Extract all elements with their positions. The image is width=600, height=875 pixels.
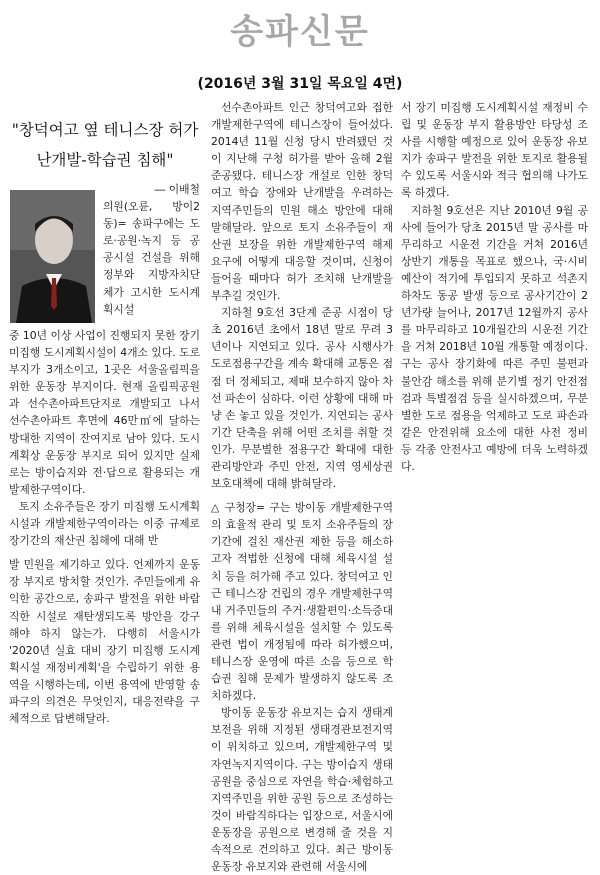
byline: ― 이배철	[154, 183, 200, 196]
paragraph: 선수촌아파트 인근 창덕여고와 접한 개발제한구역에 테니스장이 들어섰다. 2014년 11월 신청 당시 반려됐던 것이 지난해 구청 허가를 받아 올해 2월 준공됐다. 테니스장 개설로 인한 창덕여고 학습 장애와 난개발을 우려하는 지역주민들의 민원 해소 방안에 대해 말해달라. 앞으로 토지 소유주들이 재산권 보장을 위한 개발제한구역 해제 요구에 어떻게 대응할 것이며, 신청이 들어올 때마다 허가 조치해 난개발을 부추길 것인가.	[211, 101, 393, 303]
column-2	[211, 99, 393, 875]
portrait-image	[10, 190, 95, 323]
column-3	[401, 99, 588, 475]
paragraph: 방이동 운동장 유보지는 습지 생태계 보전을 위해 지정된 생태경관보전지역이 위치하고 있으며, 개발제한구역 및 자연녹지지역이다. 구는 방이습지 생태공원을 중심으로 자연을 학습·체험하고 지역주민을 위한 공원 등으로 조성하는 것이 바람직하다는 입장으로, 서울시에 운동장을 공원으로 변경해 줄 것을 지속적으로 건의하고 있다. 최근 방이동 운동장 유보지와 관련해 서울시에	[211, 706, 393, 874]
column-1	[9, 327, 200, 727]
issue-date-line: (2016년 3월 31일 목요일 4면)	[197, 76, 403, 92]
headline-line-1: "창덕여고 옆 테니스장 허가	[11, 121, 199, 139]
mayor-answer-paragraph: △ 구청장= 구는 방이동 개발제한구역의 효율적 관리 및 토지 소유주들의 장기간에 걸친 재산권 제한 등을 해소하고자 적법한 신청에 대해 체육시설 설치 등을 허가해 주고 있다. 창덕여고 인근 테니스장 건립의 경우 개발제한구역 내 거주민들의 주거·생활편익·소득증대를 위해 체육시설을 설치할 수 있도록 관련 법이 개정됨에 따라 허가했으며, 테니스장 운영에 따른 소음 등으로 학습권 침해 문제가 발생하지 않도록 조치하겠다.	[211, 501, 393, 703]
paragraph: 발 민원을 제기하고 있다. 언제까지 운동장 부지로 방치할 것인가. 주민들에게 유익한 공간으로, 송파구 발전을 위한 바람직한 시설로 재탄생되도록 방안을 강구해야 하지 않는가. 다행히 서울시가 '2020년 실효 대비 장기 미집행 도시계획시설 재정비계획'을 수립하기 위한 용역을 시행하는데, 이번 용역에 반영할 송파구의 의견은 무엇인지, 대응전략을 구체적으로 답변해달라.	[9, 558, 200, 726]
paragraph: 의원(오륜, 방이2동)= 송파구에는 도로·공원·녹지 등 공공시설 건설을 위해 정부와 지방자치단체가 고시한 도시계획시설	[103, 200, 200, 316]
byline-block	[103, 181, 200, 318]
paragraph: 중 10년 이상 사업이 진행되지 못한 장기 미집행 도시계획시설이 4개소 있다. 도로부지가 3개소이고, 1곳은 서울올림픽을 위한 운동장 부지이다. 현재 올림픽공원과 선수촌아파트단지로 개발되고 나서 선수촌아파트 후면에 46만㎡에 달하는 방대한 지역이 잔여지로 남아 있다. 도시계획상 운동장 부지로 되어 있지만 실제로는 방이습지와 전·답으로 활용되는 개발제한구역이다.	[9, 329, 200, 496]
councilor-photo	[10, 190, 95, 323]
headline-line-2: 난개발-학습권 침해"	[36, 151, 174, 169]
newspaper-masthead: 송파신문	[230, 12, 370, 52]
paragraph: 지하철 9호선 3단계 준공 시점이 당초 2016년 초에서 18년 말로 무려 3년이나 지연되고 있다. 공사 시행사가 도로점용구간을 계속 확대해 교통은 점점 더 정체되고, 제때 보수하지 않아 차선 파손이 심하다. 이런 상황에 대해 마냥 손 놓고 있을 것인가. 지연되는 공사기간 단축을 위해 어떤 조치를 취할 것인가. 무분별한 점용구간 확대에 대한 관리방안과 주민 안전, 지역 영세상권 보호대책에 대해 밝혀달라.	[211, 306, 393, 491]
paragraph: 지하철 9호선은 지난 2010년 9월 공사에 들어가 당초 2015년 말 공사를 마무리하고 시운전 기간을 거쳐 2016년 상반기 개통을 목표로 했으나, 국·시비 예산이 적기에 투입되지 못하고 석촌지하차도 동공 발생 등으로 공사기간이 2년가량 늘어나, 2017년 12월까지 공사를 마무리하고 10개월간의 시운전 기간을 거쳐 2018년 10월 개통할 예정이다. 구는 공사 장기화에 따른 주민 불편과 불안감 해소를 위해 분기별 정기 안전점검과 특별점검 등을 실시하겠으며, 무분별한 도로 점용을 억제하고 도로 파손과 같은 안전위해 요소에 대한 사전 정비 등 각종 안전사고 예방에 더욱 노력하겠다.	[401, 203, 588, 473]
paragraph: 토지 소유주들은 장기 미집행 도시계획시설과 개발제한구역이라는 이중 규제로 장기간의 재산권 침해에 대해 반	[9, 499, 200, 548]
article-headline	[10, 115, 200, 175]
paragraph: 서 장기 미집행 도시계획시설 재정비 수립 및 운동장 부지 활용방안 타당성 조사를 시행할 예정으로 있어 운동장 유보지가 송파구 발전을 위한 토지로 활용될 수 있도록 서울시와 적극 협의해 나가도록 하겠다.	[401, 101, 588, 200]
